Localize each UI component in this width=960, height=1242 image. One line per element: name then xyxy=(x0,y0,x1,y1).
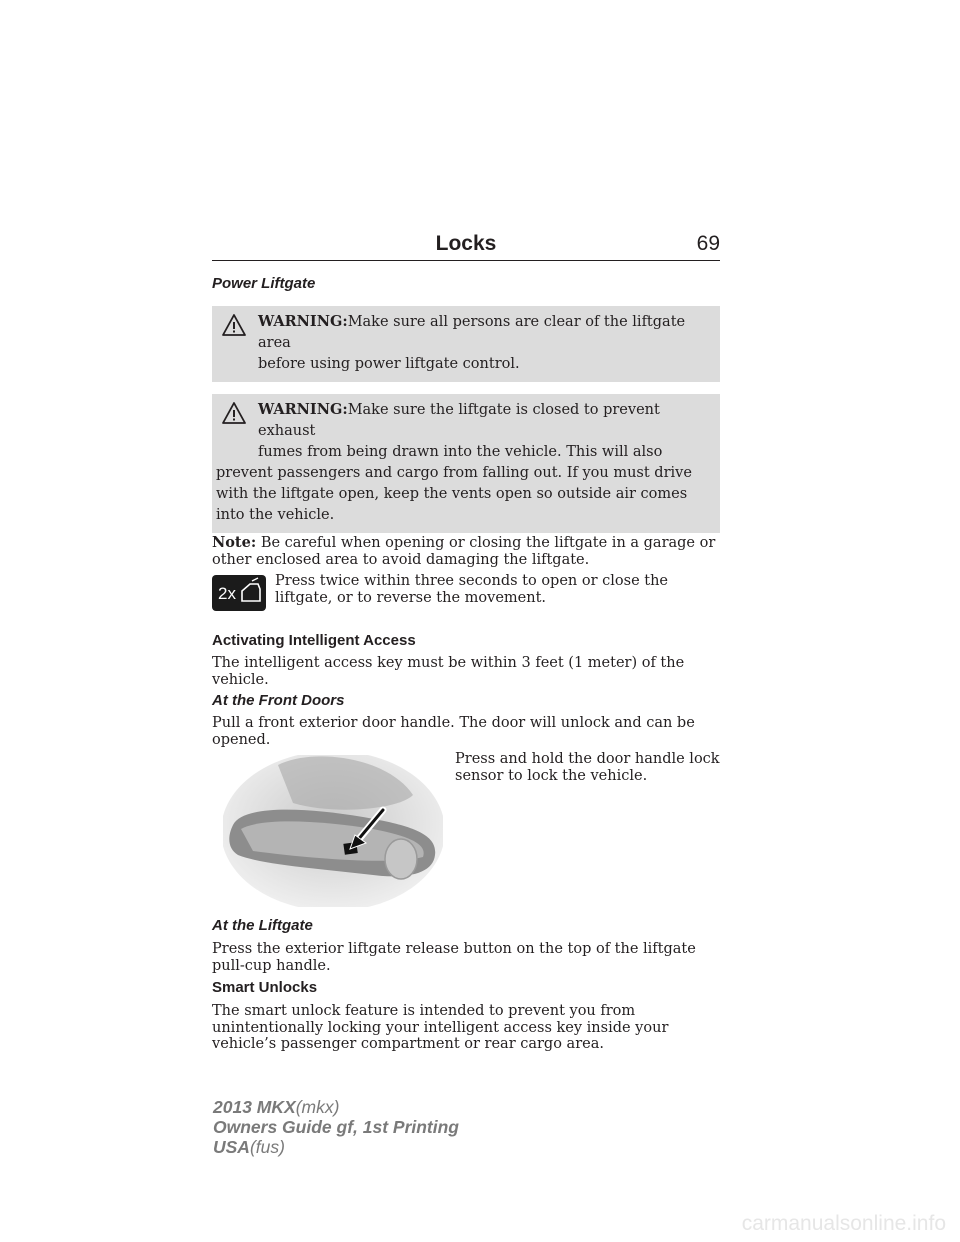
footer-region: USA xyxy=(213,1137,250,1157)
page-number: 69 xyxy=(696,232,720,255)
intelligent-access-heading: Activating Intelligent Access xyxy=(212,632,416,649)
note-paragraph xyxy=(212,535,720,568)
button-label: 2x xyxy=(218,584,236,603)
liftgate-heading: At the Liftgate xyxy=(212,917,313,934)
warning-label: WARNING: xyxy=(258,401,348,418)
warning-box-1 xyxy=(212,306,720,382)
liftgate-button-text: Press twice within three seconds to open or close the liftgate, or to reverse the movement. xyxy=(275,573,669,606)
liftgate-2x-icon xyxy=(212,575,266,611)
liftgate-text: Press the exterior liftgate release button on the top of the liftgate pull-cup handle. xyxy=(212,941,696,974)
footer-region-code: (fus) xyxy=(249,1137,285,1157)
front-doors-heading: At the Front Doors xyxy=(212,692,345,709)
door-handle-caption: Press and hold the door handle lock sensor to lock the vehicle. xyxy=(455,751,720,784)
warning-triangle-icon xyxy=(222,314,246,336)
footer-guide: Owners Guide gf, 1st Printing xyxy=(213,1117,459,1137)
page-footer xyxy=(213,1097,459,1157)
manual-page xyxy=(212,232,720,1053)
warning-text-rest: before using power liftgate control. xyxy=(258,356,520,372)
front-doors-text: Pull a front exterior door handle. The door will unlock and can be opened. xyxy=(212,715,695,748)
intelligent-access-text: The intelligent access key must be within 3 feet (1 meter) of the vehicle. xyxy=(212,655,685,688)
note-text: Be careful when opening or closing the liftgate in a garage or other enclosed area to avoid damaging the liftgate. xyxy=(212,535,716,568)
watermark: carmanualsonline.info xyxy=(741,1212,946,1235)
warning-label: WARNING: xyxy=(258,313,348,330)
section-title: Locks xyxy=(435,232,497,255)
warning-text-rest: fumes from being drawn into the vehicle. This will also prevent passengers and cargo from falling out. If you must drive with the liftgate open, keep the vents open so outside air comes into the vehicle. xyxy=(216,444,692,523)
smart-unlocks-heading: Smart Unlocks xyxy=(212,979,318,996)
liftgate-button-row xyxy=(212,573,720,619)
page-header xyxy=(212,232,720,261)
warning-text-line1: Make sure the liftgate is closed to prevent exhaust xyxy=(258,402,660,439)
warning-triangle-icon xyxy=(222,402,246,424)
power-liftgate-heading: Power Liftgate xyxy=(212,275,316,292)
door-handle-figure-row xyxy=(212,751,720,917)
warning-text-line1: Make sure all persons are clear of the liftgate area xyxy=(258,314,686,351)
warning-box-2 xyxy=(212,394,720,533)
liftgate-button-badge xyxy=(212,575,266,611)
smart-unlocks-text: The smart unlock feature is intended to prevent you from unintentionally locking your intelligent access key inside your vehicle’s passenger compartment or rear cargo area. xyxy=(212,1003,669,1052)
footer-model: 2013 MKX xyxy=(213,1097,296,1117)
note-label: Note: xyxy=(212,534,257,551)
door-handle-illustration xyxy=(223,755,443,907)
footer-model-code: (mkx) xyxy=(295,1097,340,1117)
